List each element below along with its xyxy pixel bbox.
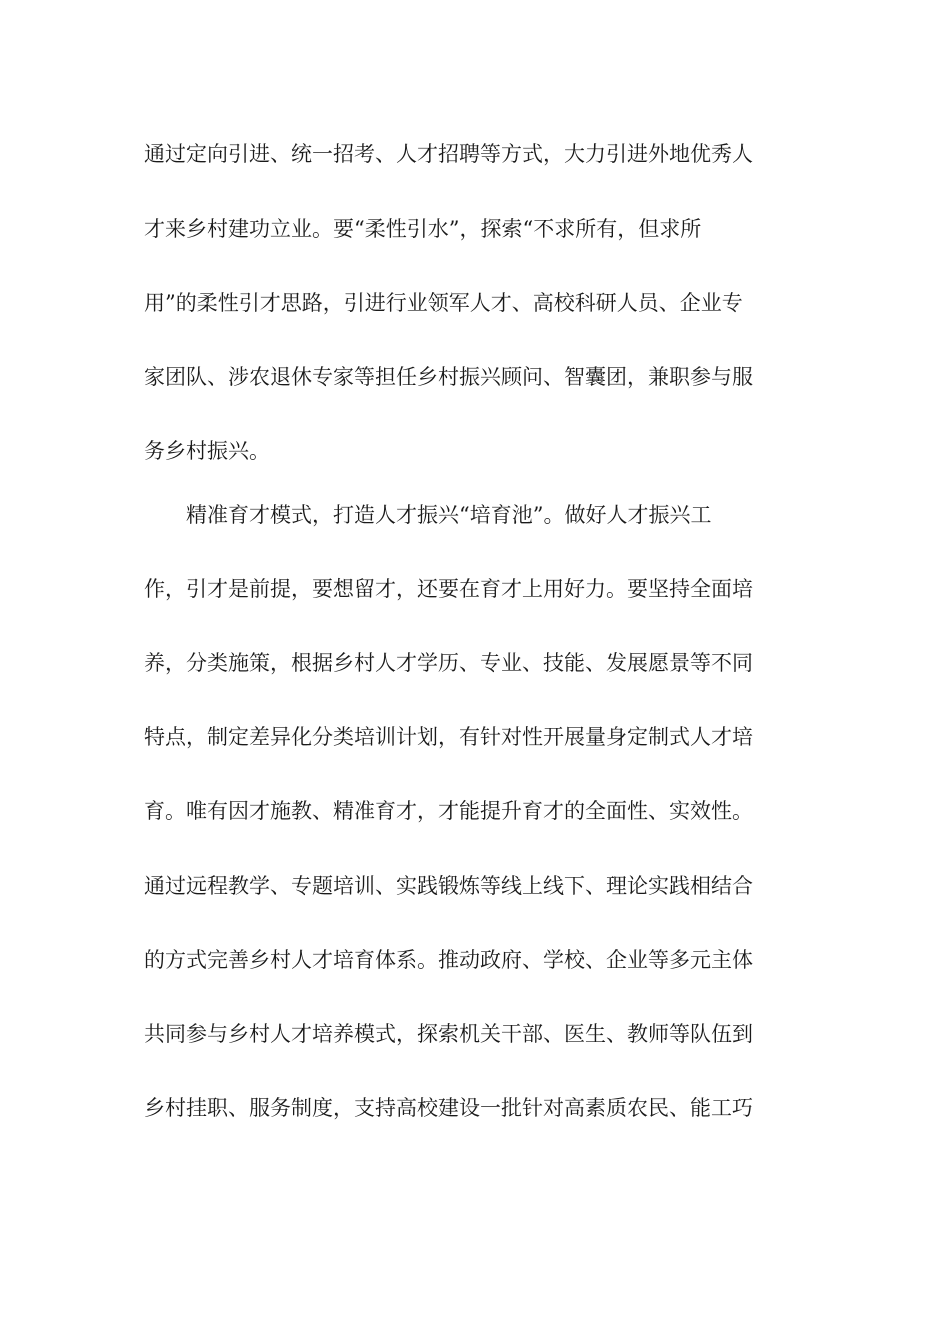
body-text-line: 乡村挂职、服务制度，支持高校建设一批针对高素质农民、能工巧 — [144, 1096, 753, 1120]
body-text-line: 通过远程教学、专题培训、实践锻炼等线上线下、理论实践相结合 — [144, 874, 753, 898]
body-text-line: 育。唯有因才施教、精准育才，才能提升育才的全面性、实效性。 — [144, 799, 753, 823]
body-text-line: 养，分类施策，根据乡村人才学历、专业、技能、发展愿景等不同 — [144, 651, 753, 675]
body-text-line: 共同参与乡村人才培养模式，探索机关干部、医生、教师等队伍到 — [144, 1022, 753, 1046]
body-text-line: 作，引才是前提，要想留才，还要在育才上用好力。要坚持全面培 — [144, 577, 753, 601]
body-text-line: 通过定向引进、统一招考、人才招聘等方式，大力引进外地优秀人 — [144, 142, 753, 166]
body-text-line: 的方式完善乡村人才培育体系。推动政府、学校、企业等多元主体 — [144, 948, 753, 972]
body-text-line: 务乡村振兴。 — [144, 439, 270, 463]
body-text-line: 家团队、涉农退休专家等担任乡村振兴顾问、智囊团，兼职参与服 — [144, 365, 753, 389]
paragraph-first-line: 精准育才模式，打造人才振兴“培育池”。做好人才振兴工 — [186, 503, 712, 527]
body-text-line: 特点，制定差异化分类培训计划，有针对性开展量身定制式人才培 — [144, 725, 753, 749]
body-text-line: 用”的柔性引才思路，引进行业领军人才、高校科研人员、企业专 — [144, 291, 743, 315]
body-text-line: 才来乡村建功立业。要“柔性引水”，探索“不求所有，但求所 — [144, 217, 702, 241]
